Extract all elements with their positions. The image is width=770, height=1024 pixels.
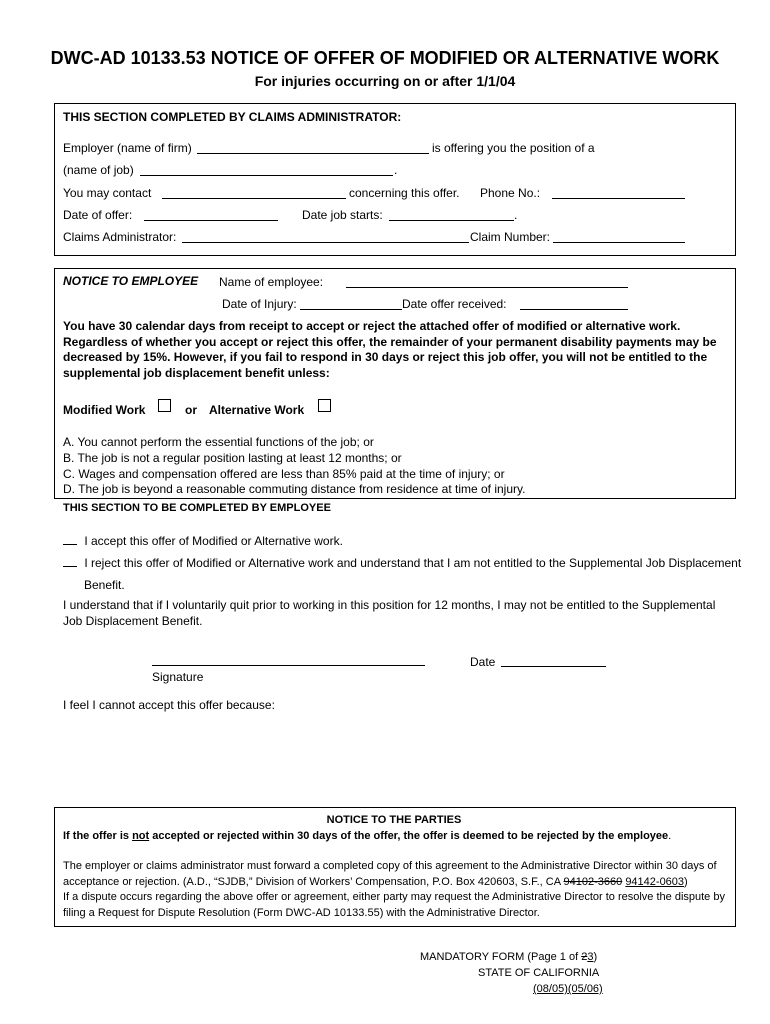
alternative-work-checkbox[interactable] [318,399,331,412]
employer-field[interactable] [197,153,429,154]
offering-text: is offering you the position of a [432,141,595,155]
accept-row [63,534,343,548]
job-starts-end: . [514,208,518,222]
accept-checkline[interactable] [63,534,77,545]
employee-section-heading: THIS SECTION TO BE COMPLETED BY EMPLOYEE [63,502,331,514]
modified-work-checkbox[interactable] [158,399,171,412]
condition-b: B. The job is not a regular position lasting at least 12 months; or [63,451,402,465]
offer-date-field[interactable] [144,220,278,221]
dispute-paragraph: If a dispute occurs regarding the above offer or agreement, either party may request the Administrative Director to resolve the dispute by filing a Request for Dispute Resolution (Form DWC-AD 10133.55) with the Administrative Director. [63,891,725,919]
offer-received-label: Date offer received: [402,297,507,311]
forward-paragraph: The employer or claims administrator must forward a completed copy of this agreement to the Administrative Director within 30 days of acceptance or rejection. (A.D., “SJDB,” Division of Workers’ Compensation, P.O. Box 420603, S.F., CA 94102-3660 94142-0603) [63,860,717,888]
accept-text: I accept this offer of Modified or Alternative work. [84,534,343,548]
contact-field[interactable] [162,198,346,199]
notice-to-employee-heading: NOTICE TO EMPLOYEE [63,274,199,288]
signature-label: Signature [152,670,204,684]
signature-field[interactable] [152,665,425,666]
claims-section-heading: THIS SECTION COMPLETED BY CLAIMS ADMINISTRATOR: [63,110,402,124]
job-starts-field[interactable] [389,220,514,221]
alternative-work-label: Alternative Work [209,403,305,417]
job-field[interactable] [140,175,393,176]
employer-label: Employer (name of firm) [63,141,192,155]
form-subtitle: For injuries occurring on or after 1/1/04 [254,73,516,89]
job-starts-label: Date job starts: [302,208,383,222]
deemed-rejected-text: If the offer is not accepted or rejected within 30 days of the offer, the offer is deemed to be rejected by the employee. [63,830,672,842]
contact-label: You may contact [63,186,152,200]
mandatory-form-label: MANDATORY FORM (Page 1 of 23) [420,951,598,963]
date-field[interactable] [501,666,606,667]
claim-number-label: Claim Number: [470,230,551,244]
revision-date: (08/05)(05/06) [533,983,603,995]
reject-text-cont: Benefit. [84,578,125,592]
form-title: DWC-AD 10133.53 NOTICE OF OFFER OF MODIFIED OR ALTERNATIVE WORK [50,48,720,68]
claim-number-field[interactable] [553,242,685,243]
quit-paragraph: I understand that if I voluntarily quit prior to working in this position for 12 months, I may not be entitled to the Supplemental Job Displacement Benefit. [63,598,716,628]
job-label: (name of job) [63,163,134,177]
claims-admin-field[interactable] [182,242,469,243]
modified-work-label: Modified Work [63,403,146,417]
job-end: . [394,163,398,177]
employee-name-field[interactable] [346,287,628,288]
reject-checkline[interactable] [63,556,77,567]
reject-text: I reject this offer of Modified or Alternative work and understand that I am not entitled to the Supplemental Job Displacement [84,556,742,570]
parties-notice-heading: NOTICE TO THE PARTIES [326,814,462,826]
condition-d: D. The job is beyond a reasonable commuting distance from residence at time of injury. [63,482,526,496]
cannot-accept-label: I feel I cannot accept this offer because: [63,698,275,712]
reject-row [63,556,741,570]
injury-date-label: Date of Injury: [222,297,297,311]
offer-received-field[interactable] [520,309,628,310]
employee-name-label: Name of employee: [219,275,324,289]
date-label: Date [470,655,496,669]
condition-a: A. You cannot perform the essential functions of the job; or [63,435,374,449]
concerning-text: concerning this offer. [349,186,460,200]
phone-field[interactable] [552,198,685,199]
or-text: or [185,403,197,417]
claims-admin-label: Claims Administrator: [63,230,177,244]
offer-date-label: Date of offer: [63,208,133,222]
warning-paragraph: You have 30 calendar days from receipt to accept or reject the attached offer of modified or alternative work. Regardless of whether you accept or reject this offer, the remainder of your permanent disability payments may be decreased by 15%. However, if you fail to respond in 30 days or reject this job offer, you will not be entitled to the supplemental job displacement benefit unless: [63,319,717,380]
phone-label: Phone No.: [480,186,541,200]
injury-date-field[interactable] [300,309,402,310]
state-label: STATE OF CALIFORNIA [478,967,600,979]
condition-c: C. Wages and compensation offered are less than 85% paid at the time of injury; or [63,467,505,481]
